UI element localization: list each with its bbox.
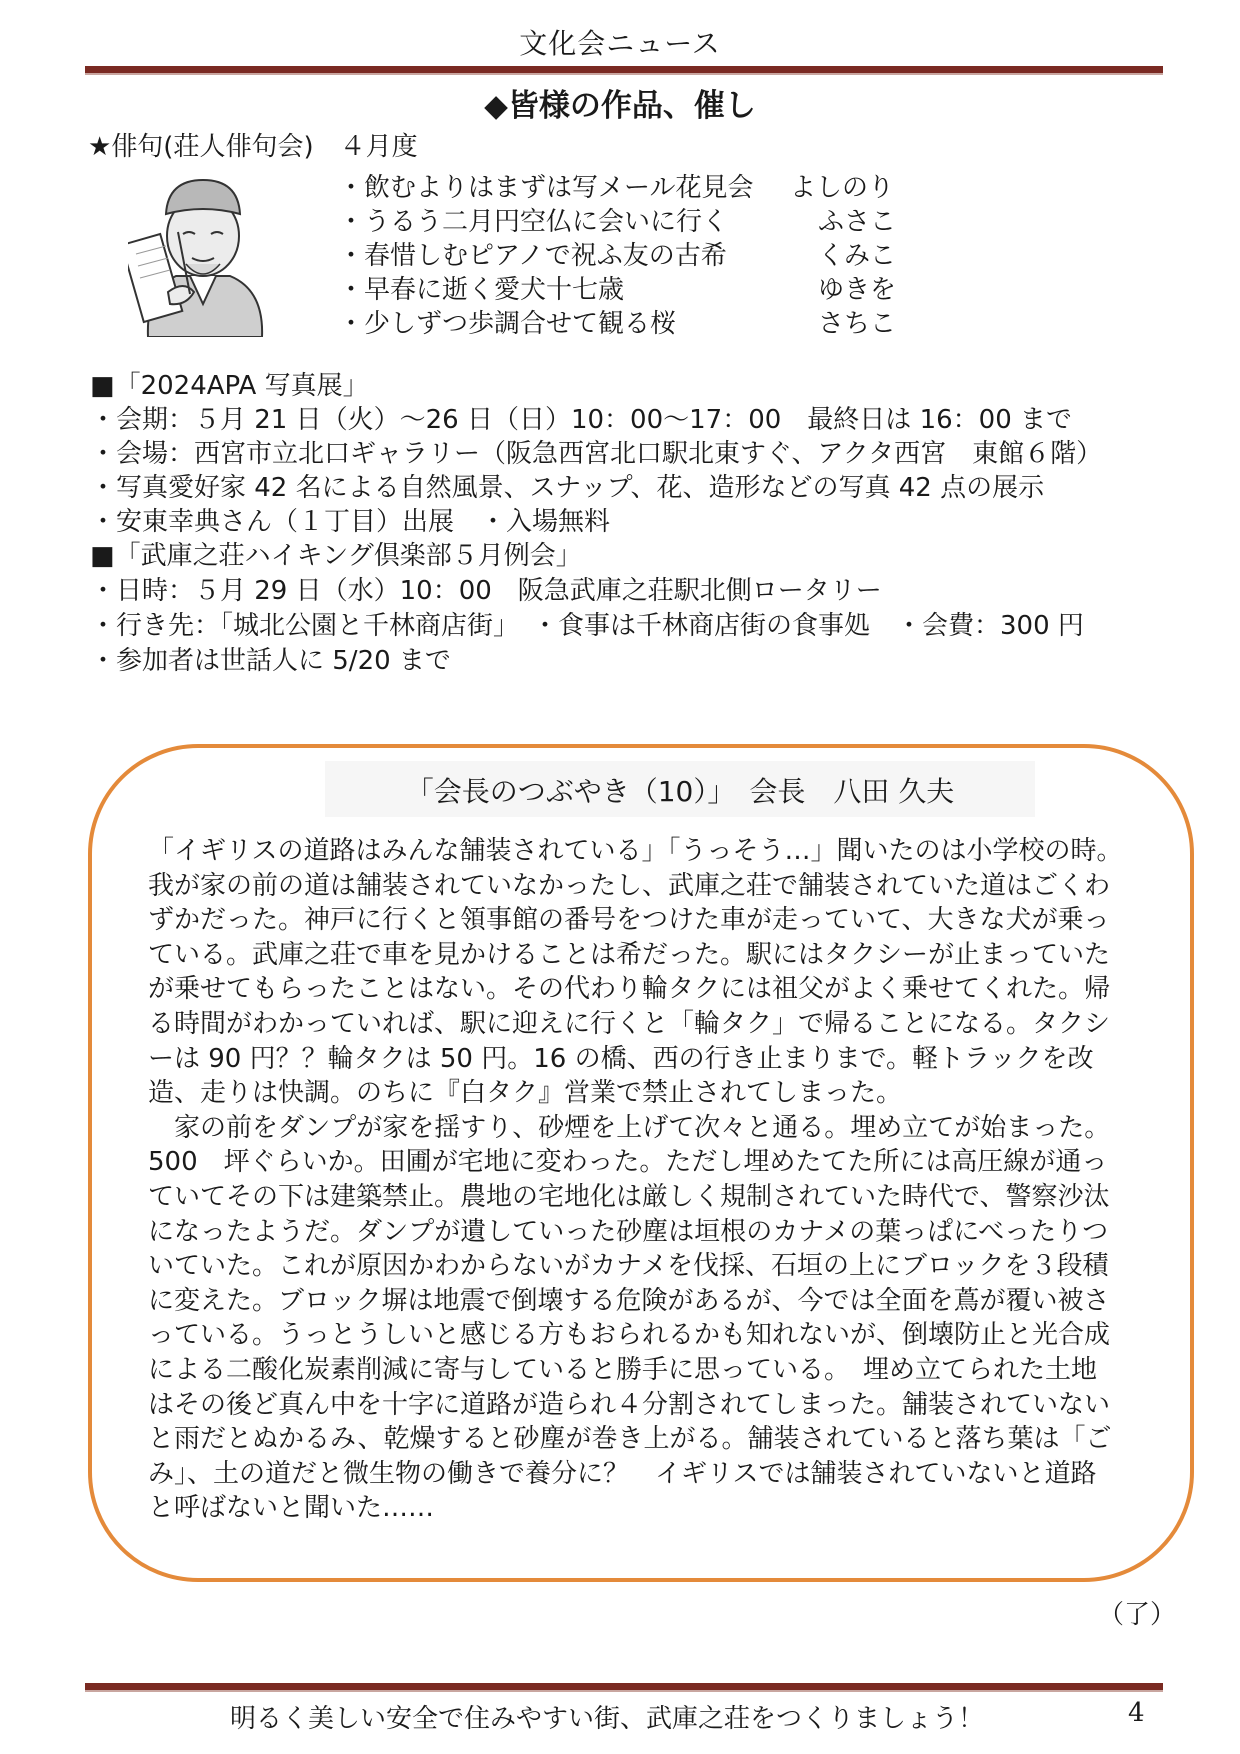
- column-line: 我が家の前の道は舗装されていなかったし、武庫之荘で舗装されていた道はごくわ: [148, 870, 1111, 901]
- column-title: 「会長のつぶやき（10）」 会長 八田 久夫: [405, 775, 955, 808]
- footer-rule: [85, 1683, 1163, 1692]
- column-line: と雨だとぬかるみ、乾燥すると砂塵が巻き上がる。舗装されていると落ち葉は「ご: [148, 1424, 1112, 1455]
- haiku-author: ゆきを: [818, 275, 897, 305]
- column-line: 500 坪ぐらいか。田圃が宅地に変わった。ただし埋めたてた所には高圧線が通っ: [148, 1147, 1108, 1178]
- column-line: に変えた。ブロック塀は地震で倒壊する危険があるが、今では全面を蔦が覆い被さ: [148, 1285, 1110, 1316]
- column-line: と呼ばないと聞いた……: [148, 1493, 435, 1524]
- column-line: っている。うっとうしいと感じる方もおられるかも知れないが、倒壊防止と光合成: [148, 1320, 1111, 1351]
- column-line: いていた。これが原因かわからないがカナメを伐採、石垣の上にブロックを３段積: [148, 1251, 1109, 1282]
- event-line: ・参加者は世話人に 5/20 まで: [90, 646, 451, 676]
- haiku-poem: ・春惜しむピアノで祝ふ友の古希: [338, 241, 727, 271]
- event-line: ・日時：５月 29 日（水）10：00 阪急武庫之荘駅北側ロータリー: [90, 576, 882, 606]
- column-line: 造、走りは快調。のちに『白タク』営業で禁止されてしまった。: [148, 1078, 903, 1109]
- event-line: ・会場：西宮市立北口ギャラリー（阪急西宮北口駅北東すぐ、アクタ西宮 東館６階）: [90, 439, 1103, 469]
- event-line: ・会期：５月 21 日（火）～26 日（日）10：00～17：00 最終日は 16：00 まで: [90, 405, 1072, 435]
- event-line: ・安東幸典さん（１丁目）出展 ・入場無料: [90, 507, 611, 537]
- haiku-author: さちこ: [818, 309, 897, 339]
- column-line: が乗せてもらったことはない。その代わり輪タクには祖父がよく乗せてくれた。帰: [148, 974, 1111, 1005]
- column-line: 家の前をダンプが家を揺すり、砂煙を上げて次々と通る。埋め立てが始まった。: [148, 1112, 1111, 1143]
- column-line: ていてその下は建築禁止。農地の宅地化は厳しく規制されていた時代で、警察沙汰: [148, 1181, 1110, 1212]
- haiku-poet-writing-icon: [128, 172, 278, 337]
- column-line: による二酸化炭素削減に寄与していると勝手に思っている。 埋め立てられた土地: [148, 1354, 1098, 1385]
- event-heading: ■「武庫之荘ハイキング倶楽部５月例会」: [90, 541, 582, 571]
- event-line: ・行き先：「城北公園と千林商店街」 ・食事は千林商店街の食事処 ・会費：300 円: [90, 611, 1084, 641]
- column-line: になったようだ。ダンプが遺していった砂塵は垣根のカナメの葉っぱにべったりつ: [148, 1216, 1109, 1247]
- page-number: 4: [1128, 1698, 1145, 1728]
- haiku-poem: ・少しずつ歩調合せて観る桜: [338, 309, 677, 339]
- column-line: ずかだった。神戸に行くと領事館の番号をつけた車が走っていて、大きな犬が乗っ: [148, 905, 1110, 936]
- column-body: [148, 834, 1148, 1526]
- haiku-heading: ★俳句(荘人俳句会) ４月度: [88, 132, 418, 162]
- column-line: 「イギリスの道路はみんな舗装されている」「うっそう…」聞いたのは小学校の時。: [148, 836, 1123, 866]
- haiku-poem: ・早春に逝く愛犬十七歳: [338, 275, 625, 305]
- haiku-poem: ・うるう二月円空仏に会いに行く: [338, 207, 729, 237]
- column-line: はその後ど真ん中を十字に道路が造られ４分割されてしまった。舗装されていない: [148, 1389, 1111, 1420]
- footer-slogan: 明るく美しい安全で住みやすい街、武庫之荘をつくりましょう！: [230, 1704, 985, 1734]
- column-line: み」、土の道だと微生物の働きで養分に？ イギリスでは舗装されていないと道路: [148, 1458, 1097, 1489]
- header-rule: [85, 66, 1163, 75]
- haiku-author: よしのり: [790, 173, 895, 203]
- column-line: ている。武庫之荘で車を見かけることは希だった。駅にはタクシーが止まっていた: [148, 939, 1111, 970]
- haiku-poem: ・飲むよりはまずは写メール花見会: [338, 173, 754, 203]
- column-signoff: （了）: [1098, 1600, 1177, 1630]
- column-line: ーは 90 円？？輪タクは 50 円。16 の橋、西の行き止まりまで。軽トラックを改: [148, 1043, 1094, 1074]
- newsletter-title: 文化会ニュース: [519, 27, 721, 60]
- haiku-author: くみこ: [818, 241, 897, 271]
- event-line: ・写真愛好家 42 名による自然風景、スナップ、花、造形などの写真 42 点の展示: [90, 473, 1045, 503]
- haiku-author: ふさこ: [818, 207, 897, 237]
- section-title: ◆皆様の作品、催し: [484, 88, 756, 124]
- event-heading: ■「2024APA 写真展」: [90, 371, 369, 401]
- column-line: る時間がわかっていれば、駅に迎えに行くと「輪タク」で帰ることになる。タクシ: [148, 1008, 1111, 1039]
